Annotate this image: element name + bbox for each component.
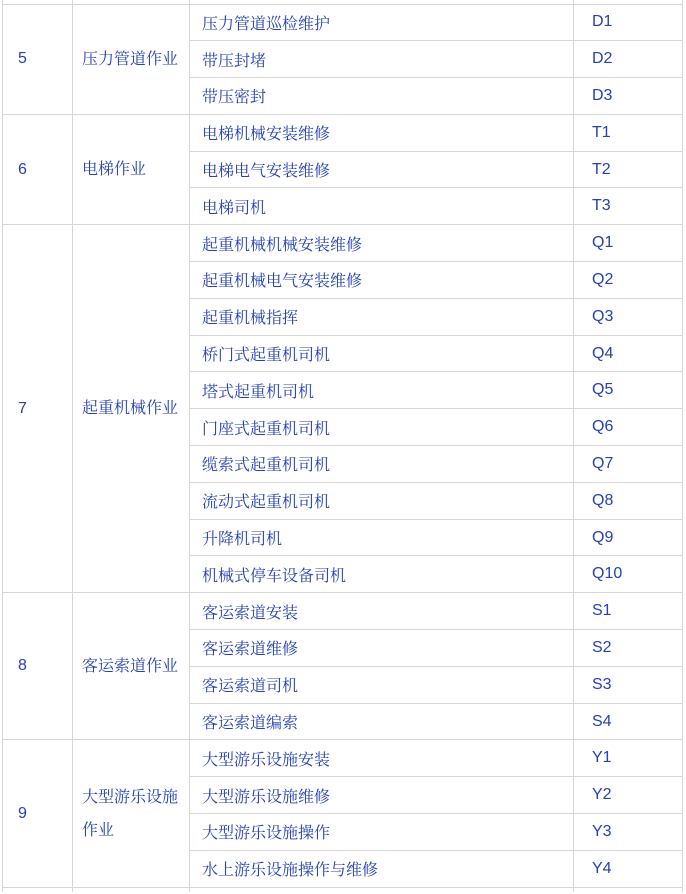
- item-code-cell: Q6: [574, 409, 683, 446]
- item-name-cell: 大型游乐设施安装: [190, 740, 574, 777]
- item-name-cell: 电梯司机: [190, 188, 574, 225]
- item-name-cell: 带压封堵: [190, 41, 574, 78]
- item-code-cell: Q8: [574, 482, 683, 519]
- item-code-cell: Q10: [574, 556, 683, 593]
- category-cell: 客运索道作业: [73, 593, 190, 740]
- item-name-cell: 客运索道编索: [190, 703, 574, 740]
- item-code-cell: D1: [574, 4, 683, 41]
- item-name-cell: 客运索道司机: [190, 666, 574, 703]
- item-name-cell: 起重机械电气安装维修: [190, 262, 574, 299]
- category-cell: 电梯作业: [73, 114, 190, 224]
- item-code-cell: Y1: [574, 740, 683, 777]
- item-code-cell: Y2: [574, 777, 683, 814]
- item-name-cell: 起重机械指挥: [190, 298, 574, 335]
- item-code-cell: D3: [574, 78, 683, 115]
- item-name-cell: 压力管道巡检维护: [190, 4, 574, 41]
- item-name-cell: 塔式起重机司机: [190, 372, 574, 409]
- item-code-cell: T3: [574, 188, 683, 225]
- category-cell: 压力管道作业: [73, 4, 190, 114]
- item-code-cell: Q9: [574, 519, 683, 556]
- row-number-cell: 9: [3, 740, 73, 887]
- table-row: [3, 593, 683, 630]
- item-code-cell: T1: [574, 114, 683, 151]
- category-cell: 大型游乐设施作业: [73, 740, 190, 887]
- item-code-cell: [574, 887, 683, 892]
- item-code-cell: Q3: [574, 298, 683, 335]
- partial-bottom-row-group: [3, 887, 683, 892]
- item-name-cell: 流动式起重机司机: [190, 482, 574, 519]
- row-number-cell: 6: [3, 114, 73, 224]
- item-code-cell: Q4: [574, 335, 683, 372]
- item-name-cell: 大型游乐设施操作: [190, 814, 574, 851]
- item-name-cell: 带压密封: [190, 78, 574, 115]
- item-name-cell: 机械式停车设备司机: [190, 556, 574, 593]
- row-number-cell: 5: [3, 4, 73, 114]
- item-code-cell: S3: [574, 666, 683, 703]
- item-name-cell: 大型游乐设施维修: [190, 777, 574, 814]
- item-code-cell: S4: [574, 703, 683, 740]
- item-code-cell: Q1: [574, 225, 683, 262]
- row-number-cell: 7: [3, 225, 73, 593]
- partial-table-row: [3, 887, 683, 892]
- item-code-cell: Y4: [574, 850, 683, 887]
- item-name-cell: 缆索式起重机司机: [190, 446, 574, 483]
- special-equipment-operations-table: [2, 0, 683, 892]
- table-row: [3, 740, 683, 777]
- item-code-cell: Q5: [574, 372, 683, 409]
- row-number-cell: 8: [3, 593, 73, 740]
- item-name-cell: [190, 887, 574, 892]
- item-name-cell: 起重机械机械安装维修: [190, 225, 574, 262]
- item-code-cell: S1: [574, 593, 683, 630]
- table-row: [3, 225, 683, 262]
- table-row: [3, 114, 683, 151]
- item-name-cell: 客运索道安装: [190, 593, 574, 630]
- item-name-cell: 升降机司机: [190, 519, 574, 556]
- category-cell: [73, 887, 190, 892]
- item-name-cell: 客运索道维修: [190, 630, 574, 667]
- row-number-cell: [3, 887, 73, 892]
- item-name-cell: 电梯机械安装维修: [190, 114, 574, 151]
- item-name-cell: 门座式起重机司机: [190, 409, 574, 446]
- item-name-cell: 桥门式起重机司机: [190, 335, 574, 372]
- item-code-cell: Q7: [574, 446, 683, 483]
- item-code-cell: S2: [574, 630, 683, 667]
- category-cell: 起重机械作业: [73, 225, 190, 593]
- item-name-cell: 水上游乐设施操作与维修: [190, 850, 574, 887]
- table-body: [3, 4, 683, 887]
- item-code-cell: Q2: [574, 262, 683, 299]
- item-code-cell: Y3: [574, 814, 683, 851]
- item-name-cell: 电梯电气安装维修: [190, 151, 574, 188]
- item-code-cell: D2: [574, 41, 683, 78]
- table-row: [3, 4, 683, 41]
- item-code-cell: T2: [574, 151, 683, 188]
